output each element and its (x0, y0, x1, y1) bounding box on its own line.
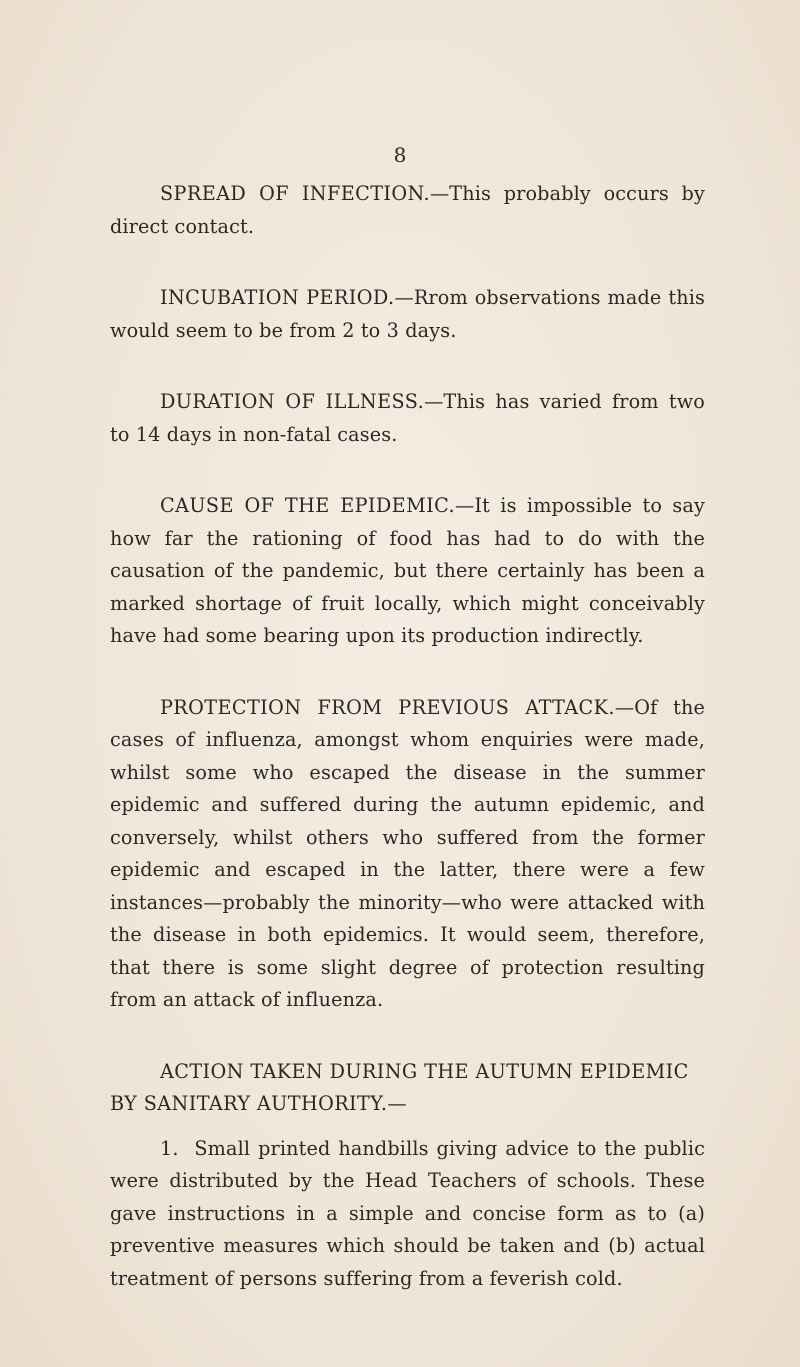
section-heading: INCUBATION PERIOD. (160, 286, 395, 309)
paragraph-cause-of-epidemic (110, 490, 705, 653)
paragraph-text: —Of the cases of influenza, amongst whom enquiries were made, whilst some who escaped the disease in the summer epidemic and suffered during the autumn epidemic, and conversely, whilst others who suffered from the former epidemic and escaped in the latter, there were a few instances—probably the minority—who were attacked with the disease in both epidemics. It would seem, therefore, that there is some slight degree of protection resulting from an attack of influenza. (110, 695, 705, 1011)
document-body (110, 178, 705, 1334)
paragraph-action-taken (110, 1056, 705, 1121)
page-number: 8 (393, 143, 407, 167)
paragraph-duration-of-illness (110, 386, 705, 451)
section-heading: SPREAD OF INFECTION. (160, 182, 430, 205)
section-heading: ACTION TAKEN DURING THE AUTUMN EPIDEMIC BY SANITARY AUTHORITY. (110, 1059, 689, 1115)
paragraph-spread-of-infection (110, 178, 705, 243)
paragraph-incubation-period (110, 282, 705, 347)
section-heading: CAUSE OF THE EPIDEMIC. (160, 494, 456, 517)
paragraph-text: —Rrom observations made this would seem to be from 2 to 3 days. (110, 286, 705, 342)
section-heading: DURATION OF ILLNESS. (160, 390, 425, 413)
paragraph-text: —This probably occurs by direct contact. (110, 182, 705, 238)
item-number: 1. (160, 1136, 179, 1160)
paragraph-text: —This has varied from two to 14 days in non-fatal cases. (110, 390, 705, 446)
numbered-item (110, 1133, 705, 1296)
section-heading: PROTECTION FROM PREVIOUS ATTACK. (160, 695, 615, 719)
paragraph-text: — (387, 1092, 407, 1115)
paragraph-protection-from-previous-attack (110, 692, 705, 1017)
paragraph-text: —It is impossible to say how far the rationing of food has had to do with the causation of the pandemic, but there certainly has been a marked shortage of fruit locally, which might conceivably have had some bearing upon its production indirectly. (110, 494, 705, 647)
item-text: Small printed handbills giving advice to the public were distributed by the Head Teachers of schools. These gave instructions in a simple and concise form as to (a) preventive measures which should be taken and (b) actual treatment of persons suffering from a feverish cold. (110, 1136, 705, 1290)
